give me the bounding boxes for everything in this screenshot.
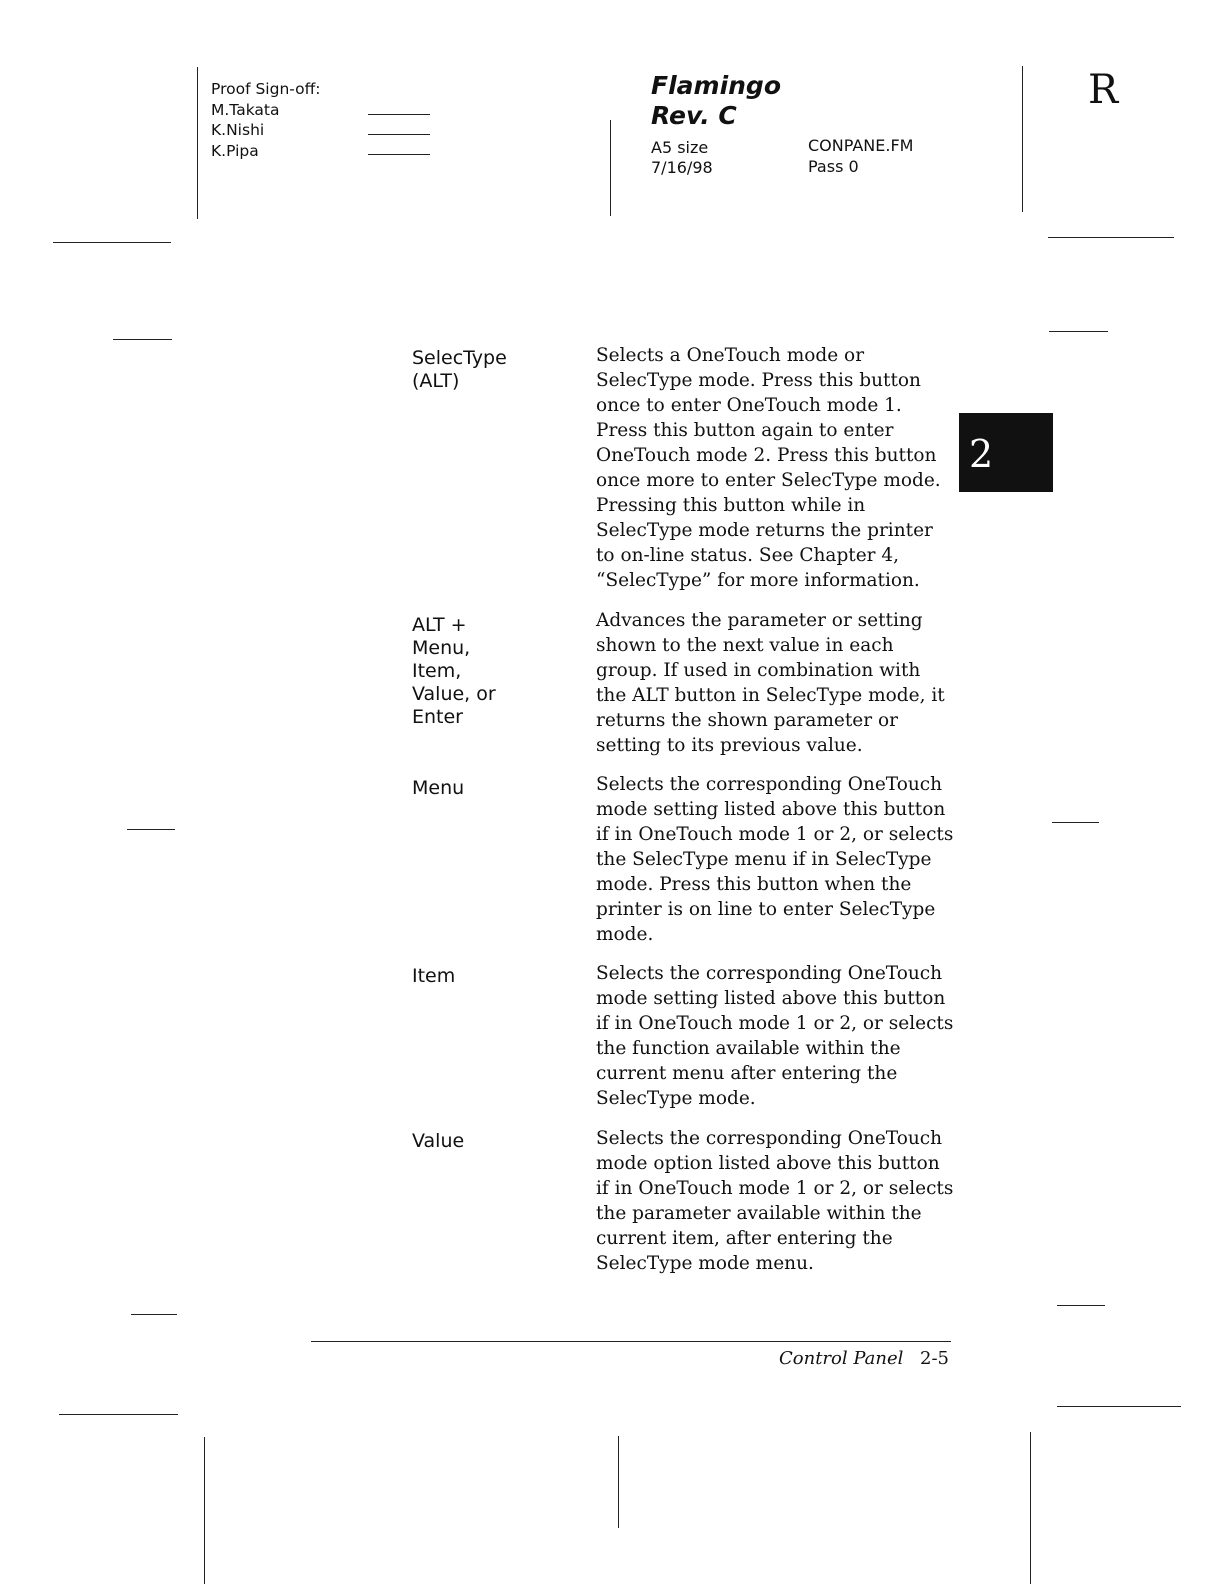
entry-term	[412, 347, 507, 393]
desc-line: mode setting listed above this button	[596, 988, 946, 1009]
print-date: 7/16/98	[651, 158, 713, 177]
desc-line: “SelecType” for more information.	[596, 570, 920, 591]
crop-mark	[204, 1437, 205, 1584]
crop-mark	[610, 120, 611, 216]
term-line: (ALT)	[412, 370, 460, 392]
term-line: Item,	[412, 660, 462, 682]
desc-line: setting to its previous value.	[596, 735, 863, 756]
desc-line: to on-line status. See Chapter 4,	[596, 545, 900, 566]
desc-line: Selects a OneTouch mode or	[596, 345, 865, 366]
pass-number: Pass 0	[808, 157, 859, 176]
file-name: CONPANE.FM	[808, 136, 914, 155]
crop-mark	[127, 829, 175, 830]
desc-line: Selects the corresponding OneTouch	[596, 1128, 943, 1149]
entry-description	[596, 608, 946, 758]
proof-label: Proof Sign-off:	[211, 80, 321, 98]
desc-line: mode option listed above this button	[596, 1153, 940, 1174]
desc-line: current menu after entering the	[596, 1063, 898, 1084]
term-line: Item	[412, 965, 456, 987]
signature-line	[368, 154, 430, 155]
entry-description	[596, 343, 946, 593]
desc-line: SelecType mode. Press this button	[596, 370, 921, 391]
crop-mark	[1048, 237, 1174, 238]
desc-line: Pressing this button while in	[596, 495, 866, 516]
desc-line: SelecType mode menu.	[596, 1253, 814, 1274]
crop-mark	[59, 1414, 178, 1415]
desc-line: returns the shown parameter or	[596, 710, 898, 731]
chapter-tab	[959, 413, 1053, 492]
crop-mark	[113, 339, 172, 340]
desc-line: if in OneTouch mode 1 or 2, or selects	[596, 1013, 954, 1034]
desc-line: Selects the corresponding OneTouch	[596, 963, 943, 984]
desc-line: shown to the next value in each	[596, 635, 894, 656]
crop-mark	[1030, 1432, 1031, 1584]
crop-mark	[1022, 66, 1023, 212]
crop-mark	[1049, 331, 1108, 332]
corner-letter: R	[1088, 67, 1119, 113]
desc-line: Press this button again to enter	[596, 420, 894, 441]
entry-description	[596, 772, 954, 947]
desc-line: current item, after entering the	[596, 1228, 893, 1249]
term-line: Enter	[412, 706, 463, 728]
crop-mark	[53, 242, 171, 243]
desc-line: the ALT button in SelecType mode, it	[596, 685, 945, 706]
desc-line: SelecType mode.	[596, 1088, 756, 1109]
desc-line: the function available within the	[596, 1038, 901, 1059]
desc-line: Selects the corresponding OneTouch	[596, 774, 943, 795]
desc-line: once to enter OneTouch mode 1.	[596, 395, 902, 416]
desc-line: SelecType mode returns the printer	[596, 520, 933, 541]
entry-term	[412, 1130, 464, 1153]
term-line: Value	[412, 1130, 465, 1152]
crop-mark	[197, 67, 198, 219]
crop-mark	[1057, 1406, 1181, 1407]
crop-mark	[1052, 822, 1099, 823]
desc-line: Advances the parameter or setting	[596, 610, 923, 631]
entry-description	[596, 1126, 954, 1276]
term-line: SelecType	[412, 347, 507, 369]
entry-description	[596, 961, 954, 1111]
proof-signoff	[211, 79, 321, 161]
title-line: Flamingo	[651, 71, 782, 100]
entry-term	[412, 965, 455, 988]
chapter-number: 2	[969, 432, 994, 476]
page-number: 2-5	[920, 1348, 949, 1369]
desc-line: group. If used in combination with	[596, 660, 921, 681]
desc-line: OneTouch mode 2. Press this button	[596, 445, 937, 466]
desc-line: mode. Press this button when the	[596, 874, 912, 895]
signer-name: M.Takata	[211, 100, 280, 119]
signer-name: K.Nishi	[211, 121, 265, 139]
desc-line: mode.	[596, 924, 654, 945]
desc-line: printer is on line to enter SelecType	[596, 899, 936, 920]
desc-line: the parameter available within the	[596, 1203, 922, 1224]
term-line: Value, or	[412, 683, 496, 705]
signer-name: K.Pipa	[211, 141, 259, 160]
footer-rule	[311, 1341, 951, 1342]
entry-term	[412, 614, 496, 729]
term-line: Menu	[412, 777, 465, 799]
footer-section: Control Panel	[779, 1348, 904, 1369]
desc-line: if in OneTouch mode 1 or 2, or selects	[596, 824, 954, 845]
term-line: ALT +	[412, 614, 467, 636]
crop-mark	[618, 1436, 619, 1528]
desc-line: mode setting listed above this button	[596, 799, 946, 820]
title-line: Rev. C	[651, 101, 737, 130]
desc-line: the SelecType menu if in SelecType	[596, 849, 932, 870]
doc-title	[651, 71, 781, 131]
signature-line	[368, 134, 430, 135]
crop-mark	[1057, 1305, 1105, 1306]
page-size: A5 size	[651, 138, 709, 157]
signature-line	[368, 114, 430, 115]
desc-line: once more to enter SelecType mode.	[596, 470, 941, 491]
desc-line: if in OneTouch mode 1 or 2, or selects	[596, 1178, 954, 1199]
entry-term	[412, 777, 464, 800]
term-line: Menu,	[412, 637, 471, 659]
crop-mark	[131, 1314, 177, 1315]
